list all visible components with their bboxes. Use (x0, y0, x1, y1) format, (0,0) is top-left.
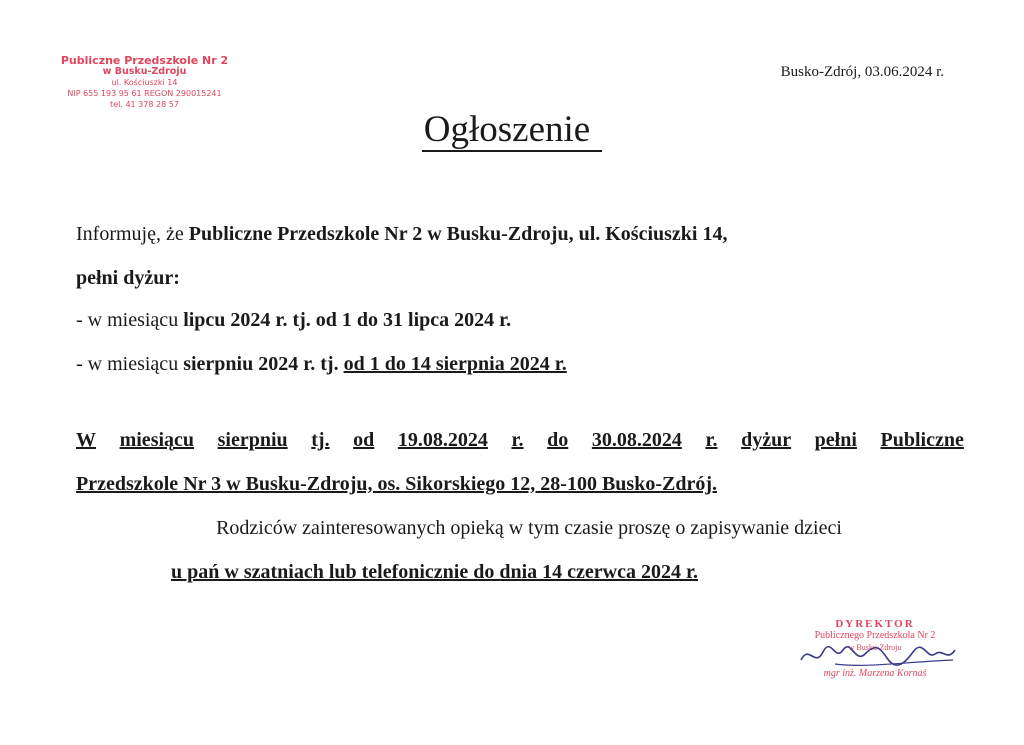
replacement-word: r. (705, 429, 718, 451)
replacement-word: 19.08.2024 (397, 429, 488, 451)
item1-lead: - w miesiącu (76, 309, 184, 331)
stamp-ids: NIP 655 193 95 61 REGON 290015241 (67, 89, 222, 98)
parents-text: Rodziców zainteresowanych opieką w tym czasie proszę o zapisywanie dzieci (216, 517, 842, 539)
page-title (0, 108, 1024, 151)
replacement-words (76, 428, 964, 452)
document-date: Busko-Zdrój, 03.06.2024 r. (780, 64, 944, 80)
stamp-tel: tel. 41 378 28 57 (110, 100, 179, 109)
stamp-street: ul. Kościuszki 14 (111, 78, 178, 87)
duty-item-august (76, 352, 964, 376)
deadline-text: u pań w szatniach lub telefonicznie do dnia 14 czerwca 2024 r. (171, 561, 699, 583)
replacement-school: Przedszkole Nr 3 w Busku-Zdroju, os. Sikorskiego 12, 28-100 Busko-Zdrój. (76, 473, 717, 495)
item2-lead: - w miesiącu (76, 353, 184, 375)
title-text: Ogłoszenie (422, 109, 602, 152)
duty-line (76, 266, 964, 290)
director-title: DYREKTOR (835, 618, 915, 630)
director-city: w Busku-Zdroju (848, 643, 902, 652)
replacement-word: pełni (814, 429, 857, 451)
replacement-line-1 (76, 428, 964, 452)
replacement-word: do (547, 429, 569, 451)
duty-text: pełni dyżur: (76, 267, 180, 289)
replacement-line-2 (76, 472, 964, 496)
replacement-word: miesiącu (119, 429, 195, 451)
stamp-name: Publiczne Przedszkole Nr 2 (60, 54, 229, 67)
replacement-word: sierpniu (217, 429, 288, 451)
duty-item-july (76, 308, 964, 332)
school-stamp (52, 55, 237, 110)
stamp-city: w Busku-Zdroju (102, 66, 187, 77)
item2-month: sierpniu 2024 r. tj. (183, 353, 344, 375)
replacement-word: 30.08.2024 (591, 429, 682, 451)
replacement-word: r. (511, 429, 524, 451)
replacement-word: dyżur (741, 429, 792, 451)
replacement-word: od (353, 429, 375, 451)
item2-dates: od 1 do 14 sierpnia 2024 r. (343, 353, 567, 375)
director-org: Publicznego Przedszkola Nr 2 (814, 630, 936, 641)
intro-school: Publiczne Przedszkole Nr 2 w Busku-Zdroju, ul. Kościuszki 14, (188, 223, 728, 245)
director-name: mgr inż. Marzena Kornaś (823, 668, 927, 679)
parents-line (96, 516, 962, 540)
replacement-word: tj. (311, 429, 330, 451)
handwritten-signature (795, 640, 960, 670)
item1-dates: lipcu 2024 r. tj. od 1 do 31 lipca 2024 r. (183, 309, 512, 331)
intro-lead: Informuję, że (76, 223, 189, 245)
replacement-word: W (76, 429, 96, 451)
intro-line (76, 222, 964, 246)
deadline-line (171, 560, 891, 584)
replacement-word: Publiczne (880, 429, 964, 451)
